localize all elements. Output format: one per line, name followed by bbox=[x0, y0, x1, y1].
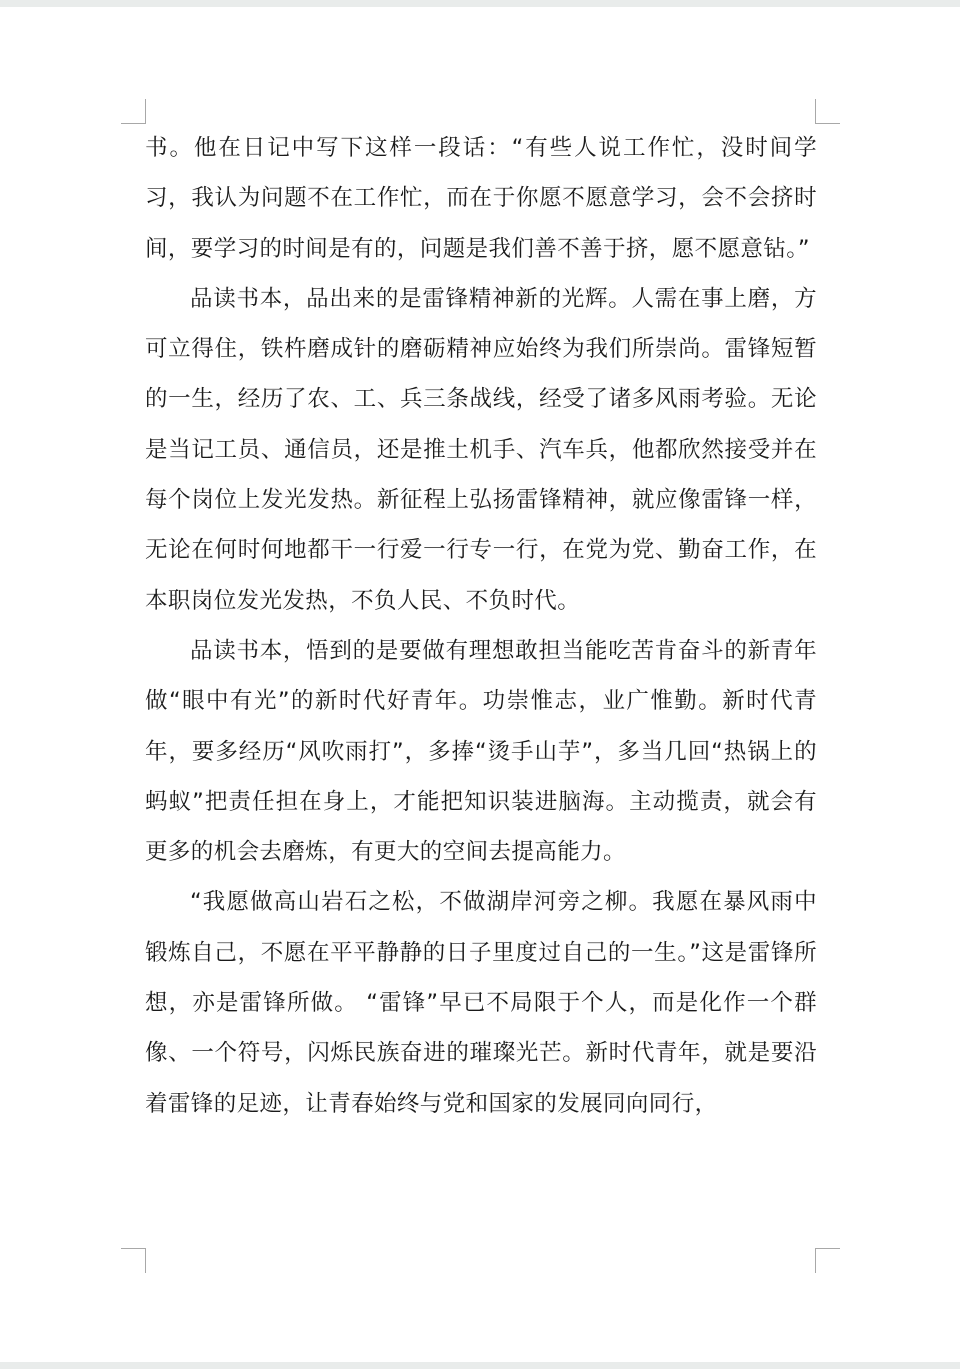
document-body bbox=[145, 123, 817, 1129]
paragraph-4: “我愿做高山岩石之松，不做湖岸河旁之柳。我愿在暴风雨中锻炼自己，不愿在平平静静的日子里度过自己的一生。”这是雷锋所想，亦是雷锋所做。 “雷锋”早已不局限于个人，而是化作一个群像、一个符号，闪烁民族奋进的璀璨光芒。新时代青年，就是要沿着雷锋的足迹，让青春始终与党和国家的发展同向同行， bbox=[145, 889, 817, 1117]
bottom-right-margin-mark bbox=[815, 1248, 840, 1273]
bottom-left-margin-mark bbox=[121, 1248, 146, 1273]
document-page bbox=[0, 7, 960, 1362]
top-left-margin-mark bbox=[121, 99, 146, 124]
top-right-margin-mark bbox=[815, 99, 840, 124]
paragraph-1: 书。他在日记中写下这样一段话：“有些人说工作忙，没时间学习，我认为问题不在工作忙，而在于你愿不愿意学习，会不会挤时间，要学习的时间是有的，问题是我们善不善于挤，愿不愿意钻。” bbox=[145, 135, 817, 262]
paragraph-3: 品读书本，悟到的是要做有理想敢担当能吃苦肯奋斗的新青年做“眼中有光”的新时代好青年。功崇惟志，业广惟勤。新时代青年，要多经历“风吹雨打”，多捧“烫手山芋”，多当几回“热锅上的蚂蚁”把责任担在身上，才能把知识装进脑海。主动揽责，就会有更多的机会去磨炼，有更大的空间去提高能力。 bbox=[145, 637, 817, 866]
paragraph-2: 品读书本，品出来的是雷锋精神新的光辉。人需在事上磨，方可立得住，铁杵磨成针的磨砺精神应始终为我们所崇尚。雷锋短暂的一生，经历了农、工、兵三条战线，经受了诸多风雨考验。无论是当记工员、通信员，还是推土机手、汽车兵，他都欣然接受并在每个岗位上发光发热。新征程上弘扬雷锋精神，就应像雷锋一样，无论在何时何地都干一行爱一行专一行，在党为党、勤奋工作，在本职岗位发光发热，不负人民、不负时代。 bbox=[145, 285, 817, 614]
